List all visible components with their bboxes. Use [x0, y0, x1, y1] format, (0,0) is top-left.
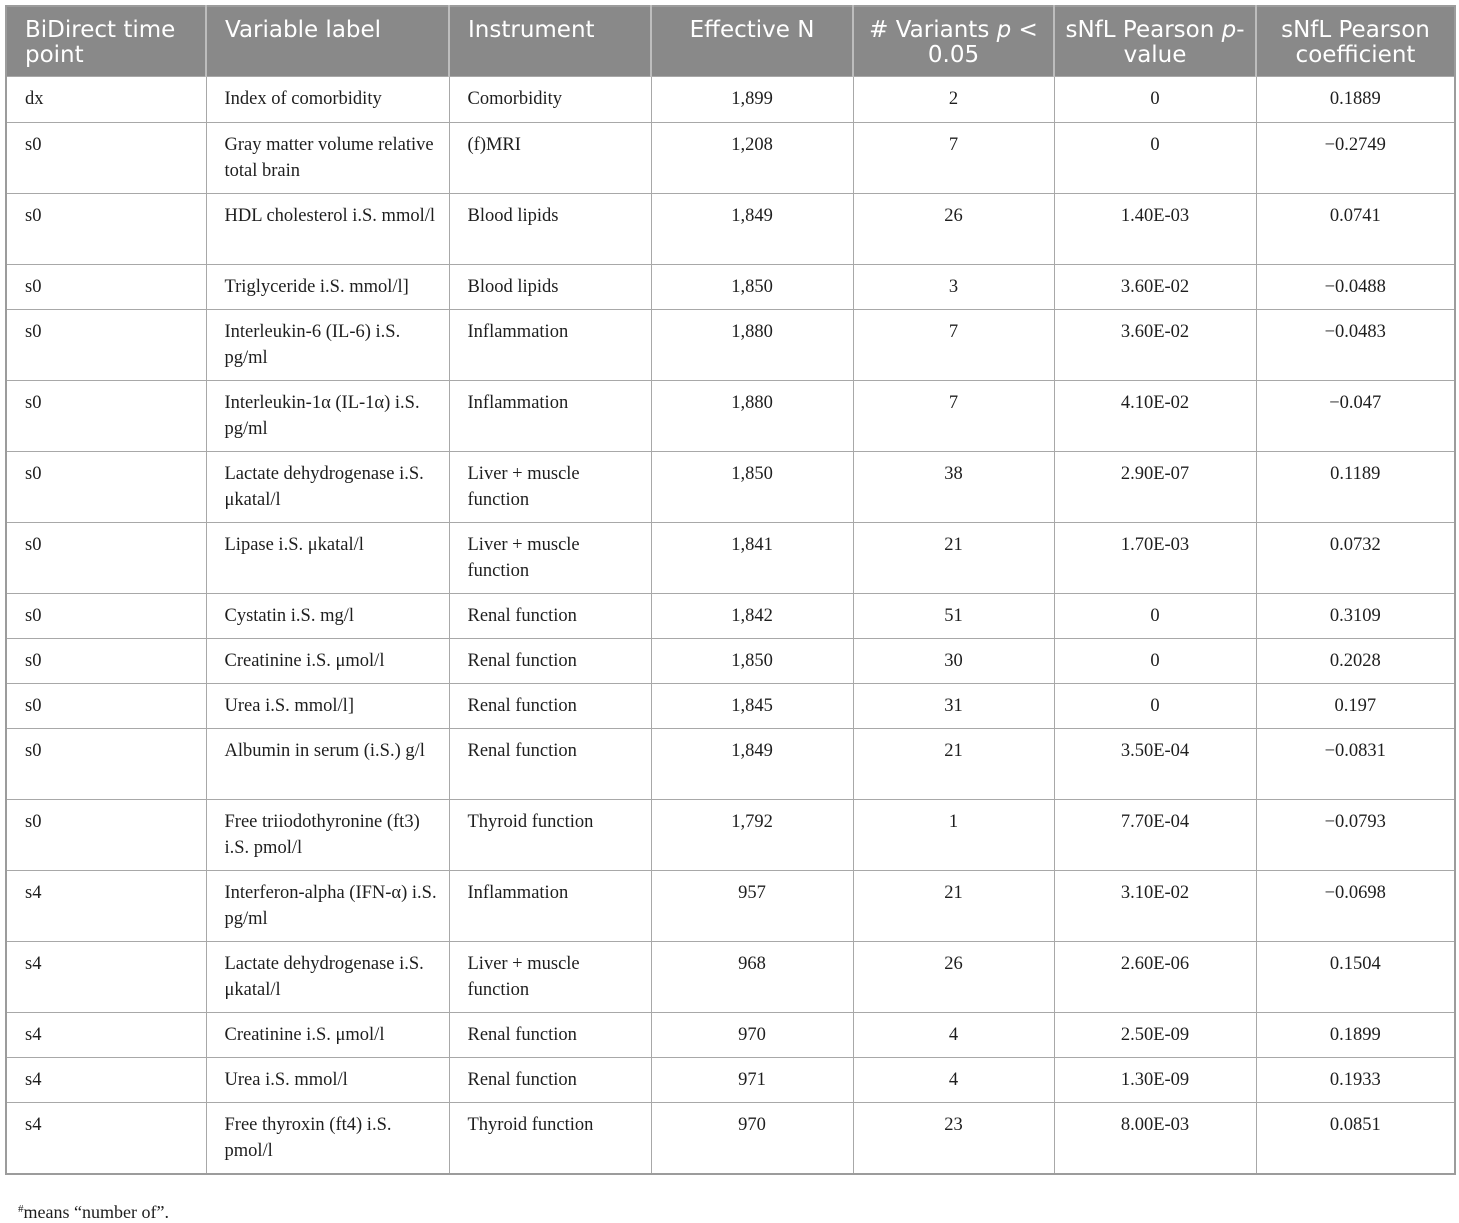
cell-instrument: Liver + muscle function: [449, 452, 651, 523]
header-coefficient: sNfL Pearson coefficient: [1256, 6, 1455, 77]
cell-variants: 3: [853, 265, 1054, 310]
cell-p-value: 7.70E-04: [1054, 800, 1256, 871]
results-table: [5, 5, 1456, 1175]
cell-instrument: Blood lipids: [449, 265, 651, 310]
cell-effective-n: 971: [651, 1058, 853, 1103]
cell-time-point: s0: [6, 194, 206, 265]
cell-effective-n: 1,842: [651, 594, 853, 639]
cell-variable-label: Triglyceride i.S. mmol/l]: [206, 265, 449, 310]
cell-coefficient: 0.2028: [1256, 639, 1455, 684]
cell-variants: 30: [853, 639, 1054, 684]
cell-time-point: s0: [6, 265, 206, 310]
cell-time-point: s0: [6, 123, 206, 194]
cell-effective-n: 1,850: [651, 639, 853, 684]
table-body: [6, 77, 1455, 1174]
cell-time-point: s0: [6, 594, 206, 639]
cell-coefficient: 0.0851: [1256, 1103, 1455, 1174]
cell-time-point: s4: [6, 942, 206, 1013]
cell-coefficient: −0.0488: [1256, 265, 1455, 310]
cell-coefficient: 0.1933: [1256, 1058, 1455, 1103]
cell-coefficient: 0.3109: [1256, 594, 1455, 639]
cell-variants: 21: [853, 523, 1054, 594]
cell-coefficient: 0.0741: [1256, 194, 1455, 265]
cell-instrument: Renal function: [449, 639, 651, 684]
cell-instrument: Renal function: [449, 1013, 651, 1058]
cell-time-point: s0: [6, 639, 206, 684]
table-row: [6, 265, 1455, 310]
cell-variable-label: Lipase i.S. μkatal/l: [206, 523, 449, 594]
cell-p-value: 3.50E-04: [1054, 729, 1256, 800]
cell-variants: 4: [853, 1013, 1054, 1058]
cell-effective-n: 1,850: [651, 265, 853, 310]
cell-p-value: 3.10E-02: [1054, 871, 1256, 942]
cell-time-point: s0: [6, 452, 206, 523]
cell-p-value: 2.60E-06: [1054, 942, 1256, 1013]
cell-p-value: 1.40E-03: [1054, 194, 1256, 265]
cell-variable-label: Interleukin-6 (IL-6) i.S. pg/ml: [206, 310, 449, 381]
cell-variable-label: Albumin in serum (i.S.) g/l: [206, 729, 449, 800]
table-row: [6, 452, 1455, 523]
cell-variants: 7: [853, 123, 1054, 194]
table-row: [6, 1103, 1455, 1174]
cell-variable-label: Creatinine i.S. μmol/l: [206, 1013, 449, 1058]
cell-variants: 21: [853, 729, 1054, 800]
cell-p-value: 3.60E-02: [1054, 310, 1256, 381]
cell-variants: 26: [853, 194, 1054, 265]
cell-time-point: s0: [6, 381, 206, 452]
cell-effective-n: 1,899: [651, 77, 853, 123]
cell-p-value: 0: [1054, 639, 1256, 684]
table-row: [6, 639, 1455, 684]
cell-coefficient: 0.1504: [1256, 942, 1455, 1013]
cell-coefficient: −0.0483: [1256, 310, 1455, 381]
cell-coefficient: −0.2749: [1256, 123, 1455, 194]
cell-time-point: s0: [6, 729, 206, 800]
cell-variants: 4: [853, 1058, 1054, 1103]
footnote: [18, 1198, 169, 1223]
table-row: [6, 523, 1455, 594]
cell-effective-n: 970: [651, 1103, 853, 1174]
cell-variants: 7: [853, 381, 1054, 452]
cell-variable-label: Interleukin-1α (IL-1α) i.S. pg/ml: [206, 381, 449, 452]
cell-effective-n: 968: [651, 942, 853, 1013]
cell-coefficient: −0.0793: [1256, 800, 1455, 871]
cell-variants: 21: [853, 871, 1054, 942]
header-variants: # Variants p < 0.05: [853, 6, 1054, 77]
table-row: [6, 800, 1455, 871]
cell-effective-n: 1,849: [651, 729, 853, 800]
cell-variable-label: Urea i.S. mmol/l]: [206, 684, 449, 729]
cell-variable-label: Creatinine i.S. μmol/l: [206, 639, 449, 684]
cell-coefficient: 0.0732: [1256, 523, 1455, 594]
cell-coefficient: −0.047: [1256, 381, 1455, 452]
table-row: [6, 381, 1455, 452]
cell-p-value: 0: [1054, 123, 1256, 194]
cell-p-value: 2.50E-09: [1054, 1013, 1256, 1058]
header-variable-label: Variable label: [206, 6, 449, 77]
cell-coefficient: 0.1889: [1256, 77, 1455, 123]
cell-coefficient: 0.1899: [1256, 1013, 1455, 1058]
cell-time-point: s0: [6, 523, 206, 594]
cell-p-value: 3.60E-02: [1054, 265, 1256, 310]
cell-variable-label: Free triiodothyronine (ft3) i.S. pmol/l: [206, 800, 449, 871]
header-instrument: Instrument: [449, 6, 651, 77]
cell-time-point: s4: [6, 1013, 206, 1058]
table-row: [6, 1013, 1455, 1058]
header-effective-n: Effective N: [651, 6, 853, 77]
cell-effective-n: 1,841: [651, 523, 853, 594]
cell-instrument: Liver + muscle function: [449, 523, 651, 594]
cell-instrument: Renal function: [449, 1058, 651, 1103]
table-row: [6, 194, 1455, 265]
cell-p-value: 0: [1054, 77, 1256, 123]
cell-variants: 51: [853, 594, 1054, 639]
cell-variable-label: Free thyroxin (ft4) i.S. pmol/l: [206, 1103, 449, 1174]
cell-p-value: 8.00E-03: [1054, 1103, 1256, 1174]
header-row: [6, 6, 1455, 77]
cell-effective-n: 957: [651, 871, 853, 942]
cell-variants: 26: [853, 942, 1054, 1013]
cell-instrument: Renal function: [449, 684, 651, 729]
cell-instrument: (f)MRI: [449, 123, 651, 194]
cell-effective-n: 1,880: [651, 310, 853, 381]
table-row: [6, 123, 1455, 194]
cell-time-point: s0: [6, 684, 206, 729]
cell-effective-n: 1,849: [651, 194, 853, 265]
table-row: [6, 1058, 1455, 1103]
cell-instrument: Inflammation: [449, 381, 651, 452]
cell-instrument: Inflammation: [449, 310, 651, 381]
cell-p-value: 0: [1054, 594, 1256, 639]
cell-effective-n: 1,880: [651, 381, 853, 452]
cell-p-value: 4.10E-02: [1054, 381, 1256, 452]
cell-variable-label: Cystatin i.S. mg/l: [206, 594, 449, 639]
cell-effective-n: 1,208: [651, 123, 853, 194]
cell-instrument: Thyroid function: [449, 1103, 651, 1174]
cell-variants: 7: [853, 310, 1054, 381]
cell-effective-n: 1,850: [651, 452, 853, 523]
table-row: [6, 942, 1455, 1013]
cell-effective-n: 1,792: [651, 800, 853, 871]
cell-time-point: s0: [6, 310, 206, 381]
table-row: [6, 594, 1455, 639]
cell-p-value: 2.90E-07: [1054, 452, 1256, 523]
footnote-marker: #: [18, 1203, 24, 1215]
cell-variants: 38: [853, 452, 1054, 523]
cell-variable-label: Gray matter volume relative total brain: [206, 123, 449, 194]
cell-time-point: s4: [6, 1058, 206, 1103]
cell-time-point: s0: [6, 800, 206, 871]
cell-instrument: Thyroid function: [449, 800, 651, 871]
cell-p-value: 1.70E-03: [1054, 523, 1256, 594]
cell-variants: 23: [853, 1103, 1054, 1174]
cell-variants: 31: [853, 684, 1054, 729]
cell-instrument: Comorbidity: [449, 77, 651, 123]
cell-instrument: Blood lipids: [449, 194, 651, 265]
cell-effective-n: 970: [651, 1013, 853, 1058]
cell-time-point: dx: [6, 77, 206, 123]
cell-coefficient: −0.0831: [1256, 729, 1455, 800]
cell-coefficient: 0.1189: [1256, 452, 1455, 523]
cell-variable-label: Lactate dehydrogenase i.S. μkatal/l: [206, 942, 449, 1013]
cell-variable-label: Interferon-alpha (IFN-α) i.S. pg/ml: [206, 871, 449, 942]
cell-instrument: Renal function: [449, 729, 651, 800]
header-time-point: BiDirect time point: [6, 6, 206, 77]
cell-coefficient: 0.197: [1256, 684, 1455, 729]
cell-variable-label: HDL cholesterol i.S. mmol/l: [206, 194, 449, 265]
cell-instrument: Liver + muscle function: [449, 942, 651, 1013]
cell-instrument: Renal function: [449, 594, 651, 639]
cell-variable-label: Index of comorbidity: [206, 77, 449, 123]
cell-coefficient: −0.0698: [1256, 871, 1455, 942]
cell-variants: 1: [853, 800, 1054, 871]
cell-instrument: Inflammation: [449, 871, 651, 942]
cell-effective-n: 1,845: [651, 684, 853, 729]
footnote-text: means “number of”.: [23, 1202, 169, 1222]
table-row: [6, 729, 1455, 800]
cell-variable-label: Urea i.S. mmol/l: [206, 1058, 449, 1103]
cell-variable-label: Lactate dehydrogenase i.S. μkatal/l: [206, 452, 449, 523]
cell-p-value: 0: [1054, 684, 1256, 729]
header-p-value: sNfL Pearson p-value: [1054, 6, 1256, 77]
table-row: [6, 310, 1455, 381]
cell-variants: 2: [853, 77, 1054, 123]
cell-time-point: s4: [6, 1103, 206, 1174]
table-row: [6, 684, 1455, 729]
table-row: [6, 77, 1455, 123]
cell-time-point: s4: [6, 871, 206, 942]
table-row: [6, 871, 1455, 942]
cell-p-value: 1.30E-09: [1054, 1058, 1256, 1103]
